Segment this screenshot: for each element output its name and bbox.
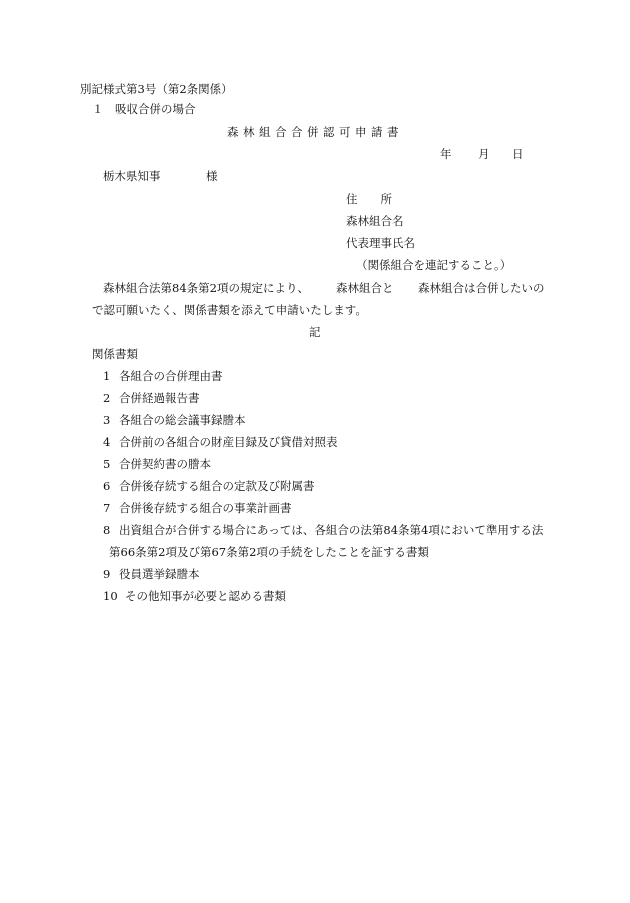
list-item-num: 1 bbox=[103, 369, 111, 383]
list-item-num: 8 bbox=[103, 523, 111, 537]
list-item-text: 合併契約書の謄本 bbox=[119, 457, 211, 471]
list-item-num: 4 bbox=[103, 435, 111, 449]
list-item-text: 役員選挙録謄本 bbox=[119, 567, 200, 581]
list-item-num: 10 bbox=[103, 589, 118, 603]
addressee-honorific: 様 bbox=[206, 169, 218, 183]
list-item-text: 合併経過報告書 bbox=[119, 391, 200, 405]
date-year: 年 bbox=[440, 147, 452, 161]
list-item-text: 各組合の総会議事録謄本 bbox=[119, 413, 246, 427]
body-line1-b: 森林組合と bbox=[336, 281, 394, 295]
applicant-note: （関係組合を連記すること。） bbox=[356, 258, 512, 272]
section-heading: １ 吸収合併の場合 bbox=[92, 102, 196, 116]
list-item-text: 出資組合が合併する場合にあっては、各組合の法第84条第4項において準用する法 bbox=[119, 523, 544, 537]
list-item-num: 6 bbox=[103, 479, 111, 493]
applicant-assoc-name-label: 森林組合名 bbox=[346, 214, 404, 228]
form-id: 別記様式第3号（第2条関係） bbox=[80, 82, 233, 96]
list-item-text: 各組合の合併理由書 bbox=[119, 369, 223, 383]
list-item-num: 5 bbox=[103, 457, 111, 471]
date-month: 月 bbox=[478, 147, 490, 161]
docs-heading: 関係書類 bbox=[92, 347, 138, 361]
applicant-address-label: 住 所 bbox=[346, 192, 392, 206]
list-item-text: 合併後存続する組合の定款及び附属書 bbox=[119, 479, 315, 493]
list-item-text: その他知事が必要と認める書類 bbox=[125, 589, 286, 603]
list-item-num: 3 bbox=[103, 413, 111, 427]
list-item-num: 2 bbox=[103, 391, 111, 405]
applicant-rep-name-label: 代表理事氏名 bbox=[346, 236, 415, 250]
body-line2: で認可願いたく、関係書類を添えて申請いたします。 bbox=[92, 303, 367, 317]
list-item-text-continuation: 第66条第2項及び第67条第2項の手続をしたことを証する書類 bbox=[109, 545, 429, 559]
list-item-num: 7 bbox=[103, 501, 111, 515]
date-day: 日 bbox=[512, 147, 524, 161]
body-line1-c: 森林組合は合併したいの bbox=[418, 281, 545, 295]
body-line1-a: 森林組合法第84条第2項の規定により、 bbox=[103, 281, 309, 295]
list-item-text: 合併後存続する組合の事業計画書 bbox=[119, 501, 292, 515]
list-item-num: 9 bbox=[103, 567, 111, 581]
list-item-text: 合併前の各組合の財産目録及び貸借対照表 bbox=[119, 435, 338, 449]
page-title: 森林組合合併認可申請書 bbox=[227, 125, 403, 139]
ki-marker: 記 bbox=[309, 325, 321, 339]
addressee-label: 栃木県知事 bbox=[103, 169, 161, 183]
